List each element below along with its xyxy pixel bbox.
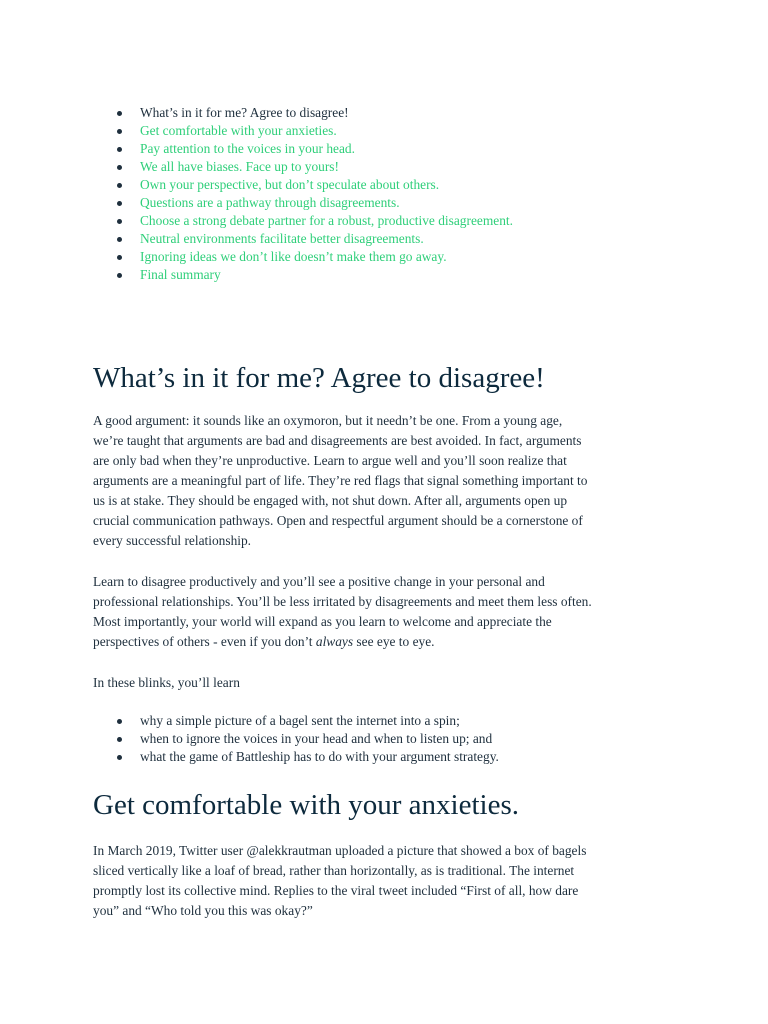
toc-link-label: Own your perspective, but don’t speculate about others. — [140, 177, 440, 192]
paragraph-line: us is at stake. They should be engaged with, not shut down. After all, arguments open up — [93, 493, 568, 508]
bullet-icon — [117, 147, 122, 152]
toc-link[interactable] — [114, 176, 734, 194]
paragraph-line: Most importantly, your world will expand as you learn to welcome and appreciate the — [93, 614, 552, 629]
paragraph-line: crucial communication pathways. Open and respectful argument should be a cornerstone of — [93, 513, 583, 528]
list-item — [114, 712, 714, 730]
bullet-icon — [117, 737, 122, 742]
list-item-label: what the game of Battleship has to do with your argument strategy. — [140, 749, 499, 764]
toc-link-label: Choose a strong debate partner for a robust, productive disagreement. — [140, 213, 513, 228]
list-item — [114, 748, 714, 766]
toc-link[interactable] — [114, 266, 734, 284]
paragraph-line: every successful relationship. — [93, 533, 252, 548]
emphasis-text: always — [315, 634, 354, 649]
toc-link[interactable] — [114, 212, 734, 230]
toc-item[interactable] — [114, 104, 734, 122]
paragraph-text: see eye to eye. — [353, 634, 435, 649]
toc-link[interactable] — [114, 158, 734, 176]
bullet-icon — [117, 755, 122, 760]
paragraph-line: arguments are a meaningful part of life. They’re red flags that signal something important to — [93, 473, 588, 488]
bullet-icon — [117, 273, 122, 278]
section-heading: What’s in it for me? Agree to disagree! — [93, 362, 545, 394]
paragraph-text: perspectives of others - even if you don’t — [93, 634, 316, 649]
toc-item-label: What’s in it for me? Agree to disagree! — [140, 105, 349, 120]
blinks-intro — [93, 673, 683, 693]
paragraph-line: we’re taught that arguments are bad and disagreements are best avoided. In fact, arguments — [93, 433, 582, 448]
list-item — [114, 730, 714, 748]
section-paragraph — [93, 572, 683, 652]
section-heading: Get comfortable with your anxieties. — [93, 789, 520, 821]
toc-link-label: Pay attention to the voices in your head. — [140, 141, 355, 156]
toc-link-label: Final summary — [140, 267, 221, 282]
toc-link[interactable] — [114, 230, 734, 248]
paragraph-line: In these blinks, you’ll learn — [93, 675, 240, 690]
paragraph-line: are only bad when they’re unproductive. Learn to argue well and you’ll soon realize that — [93, 453, 567, 468]
toc-link[interactable] — [114, 122, 734, 140]
list-item-label: when to ignore the voices in your head and when to listen up; and — [140, 731, 493, 746]
toc-link[interactable] — [114, 248, 734, 266]
paragraph-line: In March 2019, Twitter user @alekkrautman uploaded a picture that showed a box of bagels — [93, 843, 587, 858]
bullet-icon — [117, 719, 122, 724]
bullet-icon — [117, 183, 122, 188]
toc-link-label: Ignoring ideas we don’t like doesn’t make them go away. — [140, 249, 447, 264]
paragraph-line: A good argument: it sounds like an oxymoron, but it needn’t be one. From a young age, — [93, 413, 563, 428]
toc-link-label: Questions are a pathway through disagreements. — [140, 195, 400, 210]
section-paragraph — [93, 411, 683, 551]
list-item-label: why a simple picture of a bagel sent the internet into a spin; — [140, 713, 460, 728]
bullet-icon — [117, 165, 122, 170]
bullet-icon — [117, 255, 122, 260]
bullet-icon — [117, 129, 122, 134]
toc-link-label: Neutral environments facilitate better disagreements. — [140, 231, 424, 246]
paragraph-line: Learn to disagree productively and you’ll see a positive change in your personal and — [93, 574, 545, 589]
bullet-icon — [117, 111, 122, 116]
paragraph-line: promptly lost its collective mind. Replies to the viral tweet included “First of all, how dare — [93, 883, 579, 898]
section-paragraph — [93, 841, 683, 921]
bullet-icon — [117, 237, 122, 242]
toc-link-label: We all have biases. Face up to yours! — [140, 159, 339, 174]
paragraph-line: professional relationships. You’ll be less irritated by disagreements and meet them less often. — [93, 594, 592, 609]
blinks-list — [114, 712, 714, 766]
toc-link[interactable] — [114, 140, 734, 158]
toc-link[interactable] — [114, 194, 734, 212]
paragraph-line: sliced vertically like a loaf of bread, rather than horizontally, as is traditional. The internet — [93, 863, 575, 878]
table-of-contents — [114, 104, 734, 284]
paragraph-line — [93, 632, 683, 652]
bullet-icon — [117, 219, 122, 224]
toc-link-label: Get comfortable with your anxieties. — [140, 123, 337, 138]
paragraph-line: you” and “Who told you this was okay?” — [93, 903, 313, 918]
bullet-icon — [117, 201, 122, 206]
